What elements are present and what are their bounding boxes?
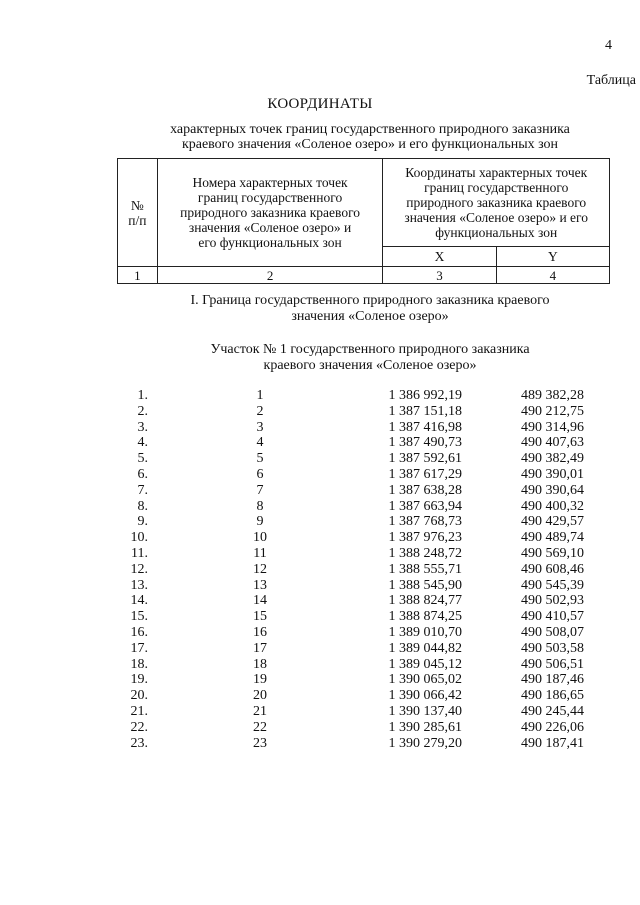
table-row — [0, 562, 640, 578]
row-coord-y: 490 390,64 — [521, 482, 584, 498]
coordinates-list — [0, 388, 640, 751]
subtitle-line: характерных точек границ государственного природного заказника — [170, 122, 570, 137]
row-coord-x: 1 387 490,73 — [388, 435, 462, 451]
header-col-point: Номера характерных точек границ государственного природного заказника краевого значения «Соленое озеро» и его функциональных зон — [157, 159, 383, 267]
row-coord-x: 1 388 874,25 — [388, 609, 462, 625]
row-coord-y: 490 314,96 — [521, 419, 584, 435]
row-index: 10. — [130, 530, 148, 546]
row-coord-y: 490 187,41 — [521, 735, 584, 751]
row-index: 18. — [130, 656, 148, 672]
row-index: 7. — [137, 482, 148, 498]
row-point-number: 17 — [253, 640, 267, 656]
table-row — [0, 388, 640, 404]
row-point-number: 6 — [256, 466, 264, 482]
row-coord-y: 490 489,74 — [521, 530, 584, 546]
row-point-number: 8 — [256, 498, 264, 514]
table-row — [0, 704, 640, 720]
row-coord-y: 490 429,57 — [521, 514, 584, 530]
row-coord-x: 1 387 663,94 — [388, 498, 462, 514]
row-index: 23. — [130, 735, 148, 751]
document-subtitle — [140, 122, 600, 152]
row-coord-y: 490 226,06 — [521, 719, 584, 735]
row-coord-y: 490 245,44 — [521, 703, 584, 719]
header-number: 4 — [496, 267, 609, 284]
row-coord-y: 490 545,39 — [521, 577, 584, 593]
row-index: 19. — [130, 672, 148, 688]
row-point-number: 19 — [253, 672, 267, 688]
table-row — [0, 451, 640, 467]
table-row — [0, 404, 640, 420]
row-coord-x: 1 386 992,19 — [388, 388, 462, 403]
row-coord-y: 490 400,32 — [521, 498, 584, 514]
table-row — [0, 514, 640, 530]
header-col-y: Y — [496, 247, 609, 267]
row-index: 3. — [137, 419, 148, 435]
table-row — [0, 720, 640, 736]
table-row — [0, 641, 640, 657]
page-number: 4 — [605, 38, 612, 53]
row-coord-x: 1 387 592,61 — [388, 451, 462, 467]
row-index: 17. — [130, 640, 148, 656]
row-point-number: 3 — [256, 419, 264, 435]
row-index: 15. — [130, 609, 148, 625]
row-point-number: 18 — [253, 656, 267, 672]
row-coord-y: 490 212,75 — [521, 403, 584, 419]
row-coord-y: 490 187,46 — [521, 672, 584, 688]
table-row — [0, 435, 640, 451]
table-row — [0, 578, 640, 594]
row-coord-x: 1 387 976,23 — [388, 530, 462, 546]
row-coord-y: 490 502,93 — [521, 593, 584, 609]
row-coord-x: 1 390 285,61 — [388, 719, 462, 735]
row-index: 13. — [130, 577, 148, 593]
table-row — [0, 672, 640, 688]
header-col-number-line: п/п — [128, 212, 147, 228]
row-point-number: 22 — [253, 719, 267, 735]
plot-title-line: краевого значения «Соленое озеро» — [263, 358, 477, 373]
plot-title — [170, 342, 570, 374]
row-index: 8. — [137, 498, 148, 514]
table-row — [0, 483, 640, 499]
row-coord-x: 1 389 044,82 — [388, 640, 462, 656]
header-col-number — [118, 159, 158, 267]
row-index: 22. — [130, 719, 148, 735]
coordinates-header-table — [117, 158, 610, 284]
row-index: 20. — [130, 688, 148, 704]
row-point-number: 20 — [253, 688, 267, 704]
row-index: 2. — [137, 403, 148, 419]
row-coord-y: 490 410,57 — [521, 609, 584, 625]
row-coord-x: 1 390 137,40 — [388, 703, 462, 719]
row-point-number: 9 — [256, 514, 264, 530]
table-row — [0, 467, 640, 483]
table-row — [0, 420, 640, 436]
plot-title-line: Участок № 1 государственного природного заказника — [210, 342, 530, 357]
row-coord-y: 490 506,51 — [521, 656, 584, 672]
row-coord-x: 1 387 638,28 — [388, 482, 462, 498]
table-row — [0, 530, 640, 546]
row-coord-x: 1 388 545,90 — [388, 577, 462, 593]
row-point-number: 16 — [253, 624, 267, 640]
header-number: 2 — [157, 267, 383, 284]
row-coord-y: 490 390,01 — [521, 466, 584, 482]
row-index: 9. — [137, 514, 148, 530]
row-coord-x: 1 388 824,77 — [388, 593, 462, 609]
row-coord-x: 1 388 555,71 — [388, 561, 462, 577]
row-coord-x: 1 390 279,20 — [388, 735, 462, 751]
table-row — [0, 499, 640, 515]
table-row — [0, 688, 640, 704]
table-row — [0, 609, 640, 625]
row-point-number: 7 — [256, 482, 264, 498]
row-point-number: 1 — [256, 388, 264, 403]
row-index: 21. — [130, 703, 148, 719]
table-row — [0, 657, 640, 673]
row-coord-x: 1 387 151,18 — [388, 403, 462, 419]
row-coord-y: 490 186,65 — [521, 688, 584, 704]
row-coord-x: 1 387 416,98 — [388, 419, 462, 435]
row-coord-x: 1 389 045,12 — [388, 656, 462, 672]
row-index: 11. — [131, 545, 148, 561]
table-row — [0, 625, 640, 641]
row-coord-y: 489 382,28 — [521, 388, 584, 403]
row-coord-y: 490 569,10 — [521, 545, 584, 561]
row-point-number: 2 — [256, 403, 264, 419]
row-point-number: 10 — [253, 530, 267, 546]
row-coord-x: 1 388 248,72 — [388, 545, 462, 561]
row-coord-x: 1 390 065,02 — [388, 672, 462, 688]
table-row — [0, 593, 640, 609]
row-coord-y: 490 508,07 — [521, 624, 584, 640]
row-coord-x: 1 387 768,73 — [388, 514, 462, 530]
row-index: 6. — [137, 466, 148, 482]
header-col-x: X — [383, 247, 496, 267]
row-point-number: 4 — [256, 435, 264, 451]
row-index: 12. — [130, 561, 148, 577]
row-index: 4. — [137, 435, 148, 451]
table-row — [0, 546, 640, 562]
section-title-line: I. Граница государственного природного заказника краевого — [190, 293, 550, 308]
row-coord-y: 490 608,46 — [521, 561, 584, 577]
table-label: Таблица — [586, 73, 636, 88]
header-number: 3 — [383, 267, 496, 284]
row-point-number: 12 — [253, 561, 267, 577]
row-coord-x: 1 390 066,42 — [388, 688, 462, 704]
row-point-number: 21 — [253, 703, 267, 719]
row-coord-y: 490 382,49 — [521, 451, 584, 467]
table-row — [0, 736, 640, 752]
row-index: 5. — [137, 451, 148, 467]
row-point-number: 13 — [253, 577, 267, 593]
header-col-number-line: № — [130, 197, 144, 213]
section-title — [150, 293, 590, 325]
header-col-coordinates: Координаты характерных точек границ государственного природного заказника краевого значения «Соленое озеро» и его функциональных зон — [383, 159, 610, 247]
row-point-number: 11 — [253, 545, 267, 561]
subtitle-line: краевого значения «Соленое озеро» и его функциональных зон — [181, 137, 559, 152]
document-title: КООРДИНАТЫ — [267, 96, 373, 112]
row-point-number: 23 — [253, 735, 267, 751]
row-coord-x: 1 387 617,29 — [388, 466, 462, 482]
row-index: 1. — [137, 388, 148, 403]
row-coord-y: 490 407,63 — [521, 435, 584, 451]
row-coord-y: 490 503,58 — [521, 640, 584, 656]
header-number: 1 — [118, 267, 158, 284]
row-index: 16. — [130, 624, 148, 640]
row-index: 14. — [130, 593, 148, 609]
row-point-number: 14 — [253, 593, 267, 609]
section-title-line: значения «Соленое озеро» — [291, 309, 449, 324]
row-coord-x: 1 389 010,70 — [388, 624, 462, 640]
row-point-number: 5 — [256, 451, 264, 467]
row-point-number: 15 — [253, 609, 267, 625]
